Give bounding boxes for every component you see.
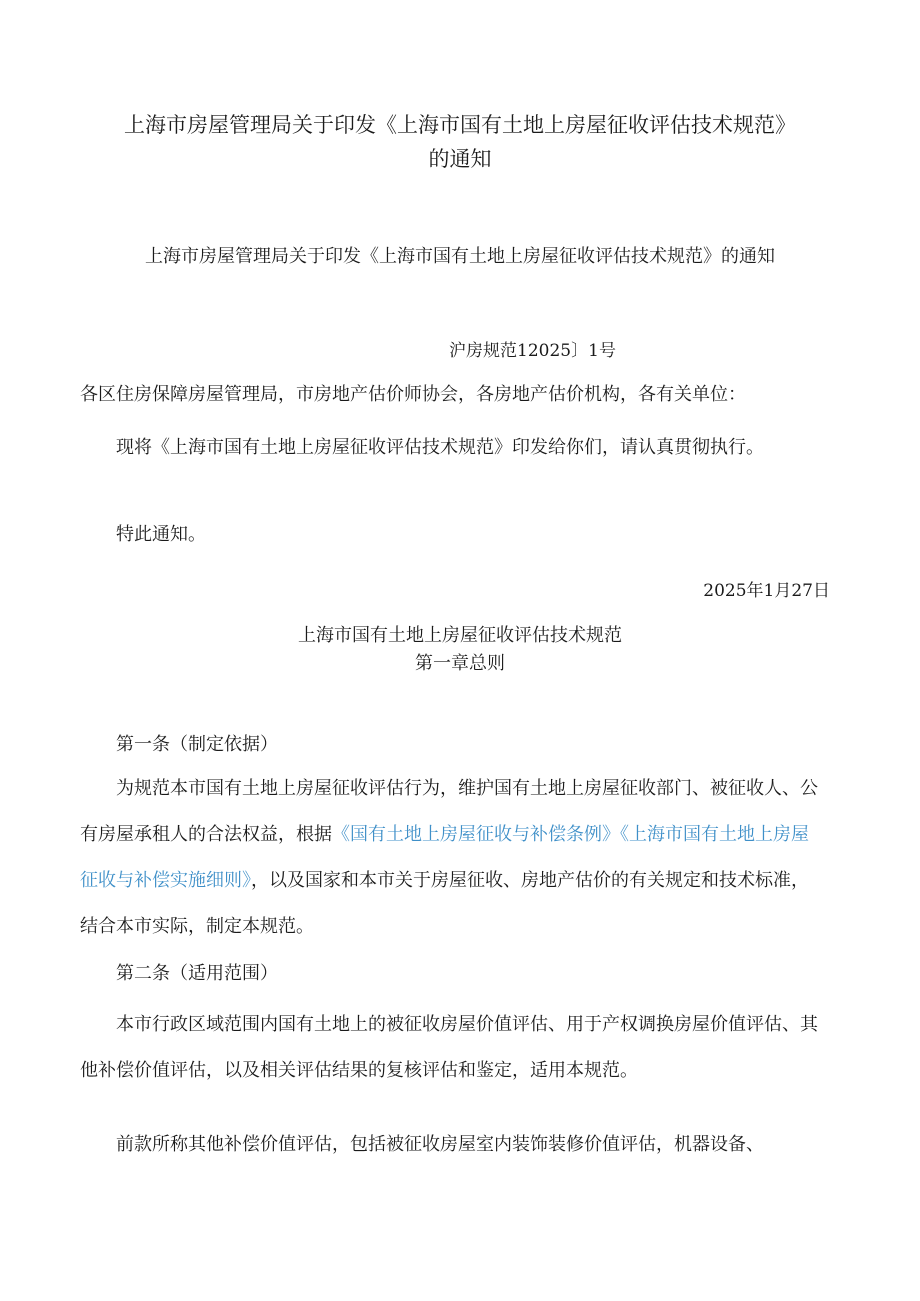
article-1-text-a: 为规范本市国有土地上房屋征收评估行为，维护国有土地上房屋征收部门、被征收人、公有房屋承租人的合法权益，根据 — [80, 778, 818, 845]
article-2-paragraph-2: 前款所称其他补偿价值评估，包括被征收房屋室内装饰装修价值评估，机器设备、 — [116, 1134, 764, 1155]
recipients: 各区住房保障房屋管理局，市房地产估价师协会，各房地产估价机构，各有关单位： — [80, 384, 746, 405]
article-1-heading: 第一条（制定依据） — [116, 734, 278, 755]
regulation-link-shanghai[interactable]: 《上海市国有土地上房屋征收与补偿实施细则》 — [80, 824, 809, 891]
regulation-link-national[interactable]: 《国有土地上房屋征收与补偿条例》 — [332, 824, 620, 845]
article-1-text-b: ，以及国家和本市关于房屋征收、房地产估价的有关规定和技术标准，结合本市实际，制定本规范。 — [80, 870, 809, 937]
spec-title: 上海市国有土地上房屋征收评估技术规范 — [298, 625, 622, 646]
document-date: 2025年1月27日 — [703, 581, 830, 601]
article-2-paragraph: 本市行政区域范围内国有土地上的被征收房屋价值评估、用于产权调换房屋价值评估、其他补偿价值评估，以及相关评估结果的复核评估和鉴定，适用本规范。 — [80, 1014, 818, 1081]
spec-heading — [80, 622, 840, 678]
article-1-paragraph — [80, 766, 826, 950]
closing-line: 特此通知。 — [116, 524, 206, 545]
document-title-line-2: 的通知 — [428, 147, 492, 171]
article-2-heading: 第二条（适用范围） — [116, 963, 278, 984]
document-number: 沪房规范12025〕1号 — [449, 341, 616, 361]
chapter-title: 第一章总则 — [415, 653, 505, 674]
document-subtitle: 上海市房屋管理局关于印发《上海市国有土地上房屋征收评估技术规范》的通知 — [145, 246, 775, 267]
notice-paragraph: 现将《上海市国有土地上房屋征收评估技术规范》印发给你们，请认真贯彻执行。 — [116, 437, 764, 458]
document-title — [60, 108, 860, 176]
document-title-line-1: 上海市房屋管理局关于印发《上海市国有土地上房屋征收评估技术规范》 — [124, 113, 796, 137]
